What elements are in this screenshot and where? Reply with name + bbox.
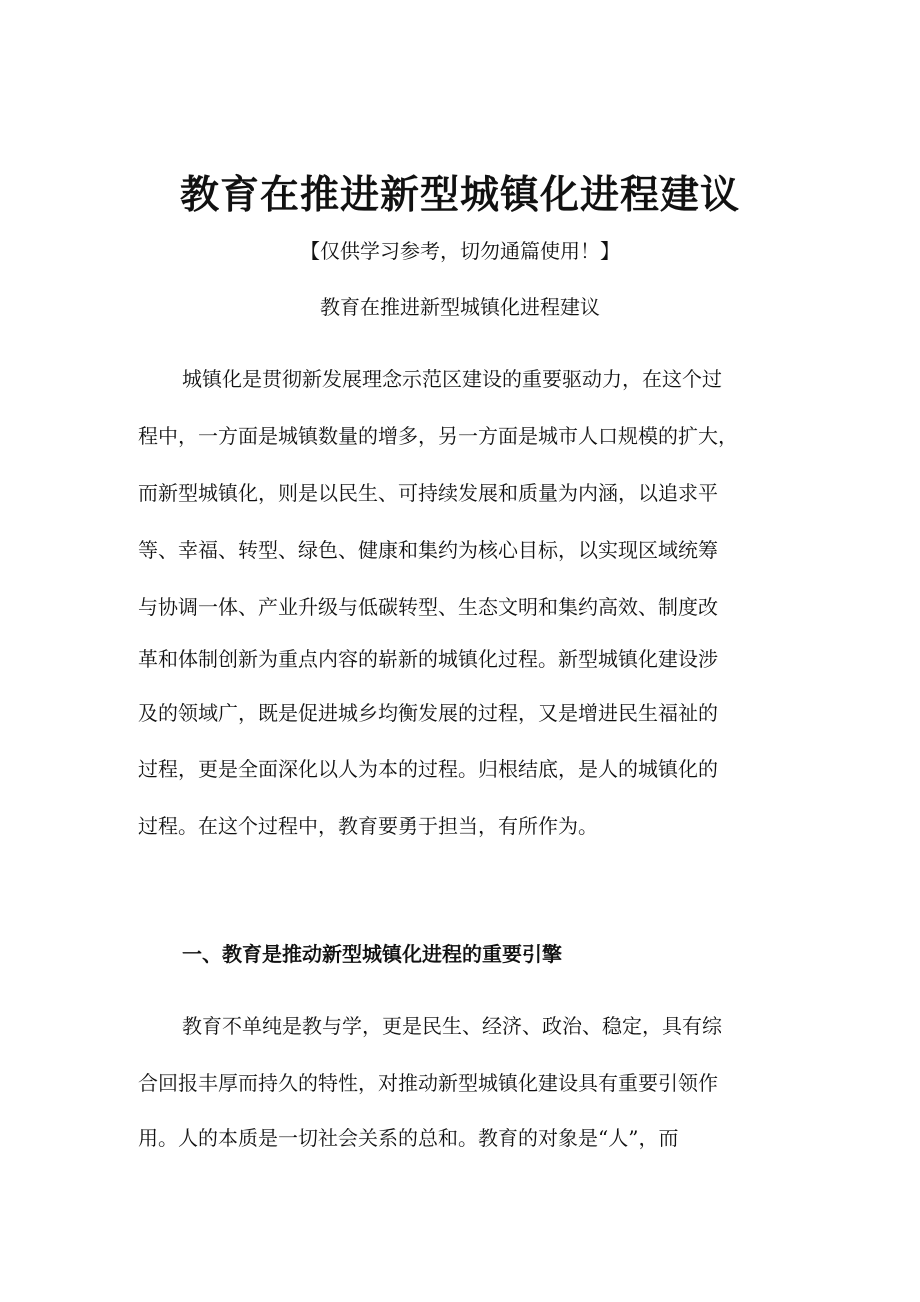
paragraph-line: 教育不单纯是教与学，更是民生、经济、政治、稳定，具有综 [182, 1014, 722, 1038]
document-subtitle: 教育在推进新型城镇化进程建议 [320, 295, 600, 319]
section-heading: 一、教育是推动新型城镇化进程的重要引擎 [182, 942, 562, 966]
paragraph-line: 城镇化是贯彻新发展理念示范区建设的重要驱动力，在这个过 [182, 367, 722, 391]
paragraph-line: 与协调一体、产业升级与低碳转型、生态文明和集约高效、制度改 [138, 595, 718, 619]
paragraph-line: 等、幸福、转型、绿色、健康和集约为核心目标，以实现区域统筹 [138, 538, 718, 562]
paragraph-line: 合回报丰厚而持久的特性，对推动新型城镇化建设具有重要引领作 [138, 1071, 718, 1095]
paragraph-line: 革和体制创新为重点内容的崭新的城镇化过程。新型城镇化建设涉 [138, 647, 718, 671]
paragraph-line: 用。人的本质是一切社会关系的总和。教育的对象是“人”，而 [138, 1126, 679, 1150]
paragraph-line: 及的领域广，既是促进城乡均衡发展的过程，又是增进民生福祉的 [138, 701, 718, 725]
document-title: 教育在推进新型城镇化进程建议 [179, 173, 740, 218]
paragraph-line: 程中，一方面是城镇数量的增多，另一方面是城市人口规模的扩大， [138, 424, 738, 448]
paragraph-line: 过程，更是全面深化以人为本的过程。归根结底，是人的城镇化的 [138, 757, 718, 781]
usage-notice: 【仅供学习参考，切勿通篇使用！】 [300, 239, 620, 263]
paragraph-line: 过程。在这个过程中，教育要勇于担当，有所作为。 [138, 814, 598, 838]
paragraph-line: 而新型城镇化，则是以民生、可持续发展和质量为内涵，以追求平 [138, 481, 718, 505]
